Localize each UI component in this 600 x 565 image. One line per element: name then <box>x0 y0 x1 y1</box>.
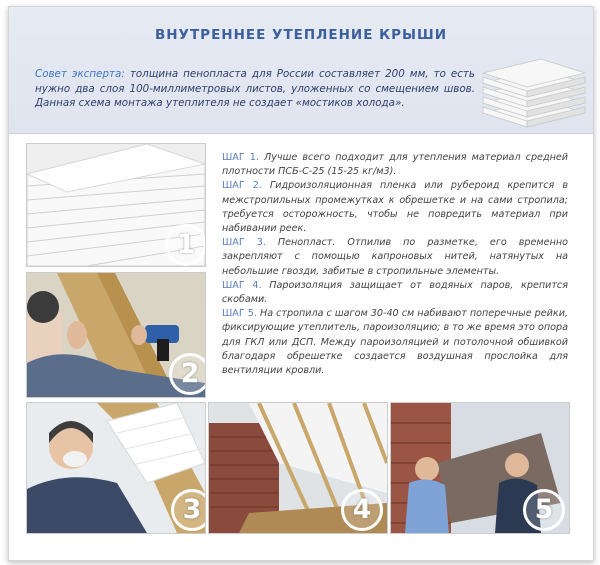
step-item <box>222 236 568 279</box>
step-item <box>222 279 568 307</box>
step-item <box>222 179 568 236</box>
step-item <box>222 307 568 378</box>
expert-tip-lead: Совет эксперта: <box>35 68 125 80</box>
header-panel <box>9 7 593 134</box>
step-label: ШАГ 1. <box>222 152 259 163</box>
step-text: Пенопласт. Отпилив по разметке, его временно закрепляют с помощью капроновых нитей, натянутых на небольшие гвозди, забитые в стропильные элементы. <box>222 237 568 277</box>
step-text: Пароизоляция защищает от водяных паров, крепится скобами. <box>222 279 568 306</box>
foam-stack-icon <box>479 55 589 129</box>
photo-number-badge: 3 <box>171 489 206 531</box>
step-text: Гидроизоляционная пленка или рубероид крепится в межстропильных промежутках к обрешетке и на сами стропила; требуется осторожность, чтобы не повредить материал при набивании реек. <box>222 180 568 235</box>
photo-foam-sheets <box>26 143 206 267</box>
step-text: На стропила с шагом 30-40 см набивают поперечные рейки, фиксирующие утеплитель, пароизоляцию; в то же время это опора для ГКЛ или ДСП. Между пароизоляцией и потолочной обшивкой благодаря обрешетке создается воздушная прослойка для вентиляции кровли. <box>222 308 568 377</box>
page-title: ВНУТРЕННЕЕ УТЕПЛЕНИЕ КРЫШИ <box>154 27 448 43</box>
steps-list <box>222 151 568 378</box>
photo-attic-rafters <box>208 402 388 534</box>
step-label: ШАГ 4. <box>222 279 262 291</box>
photo-number-badge: 4 <box>341 489 383 531</box>
step-label: ШАГ 3. <box>222 237 266 249</box>
photo-drill-worker <box>26 272 206 398</box>
step-item <box>222 151 568 179</box>
step-label: ШАГ 2. <box>222 180 262 192</box>
step-label: ШАГ 5. <box>222 308 257 320</box>
photo-number-badge: 2 <box>169 353 206 395</box>
expert-tip-text: толщина пенопласта для России составляет 200 мм, то есть нужно два слоя 100-миллиметровых листов, уложенных со смещением швов. Данная схема монтажа утеплителя не создает «мостиков холода». <box>35 68 475 109</box>
step-text: Лучше всего подходит для утепления материал средней плотности ПСБ-С-25 (15-25 кг/м3). <box>222 152 568 178</box>
photo-foam-install <box>26 402 206 534</box>
photo-number-badge: 1 <box>165 224 206 266</box>
expert-tip <box>35 67 475 111</box>
photo-vapor-barrier <box>390 402 570 534</box>
photo-number-badge: 5 <box>523 489 565 531</box>
